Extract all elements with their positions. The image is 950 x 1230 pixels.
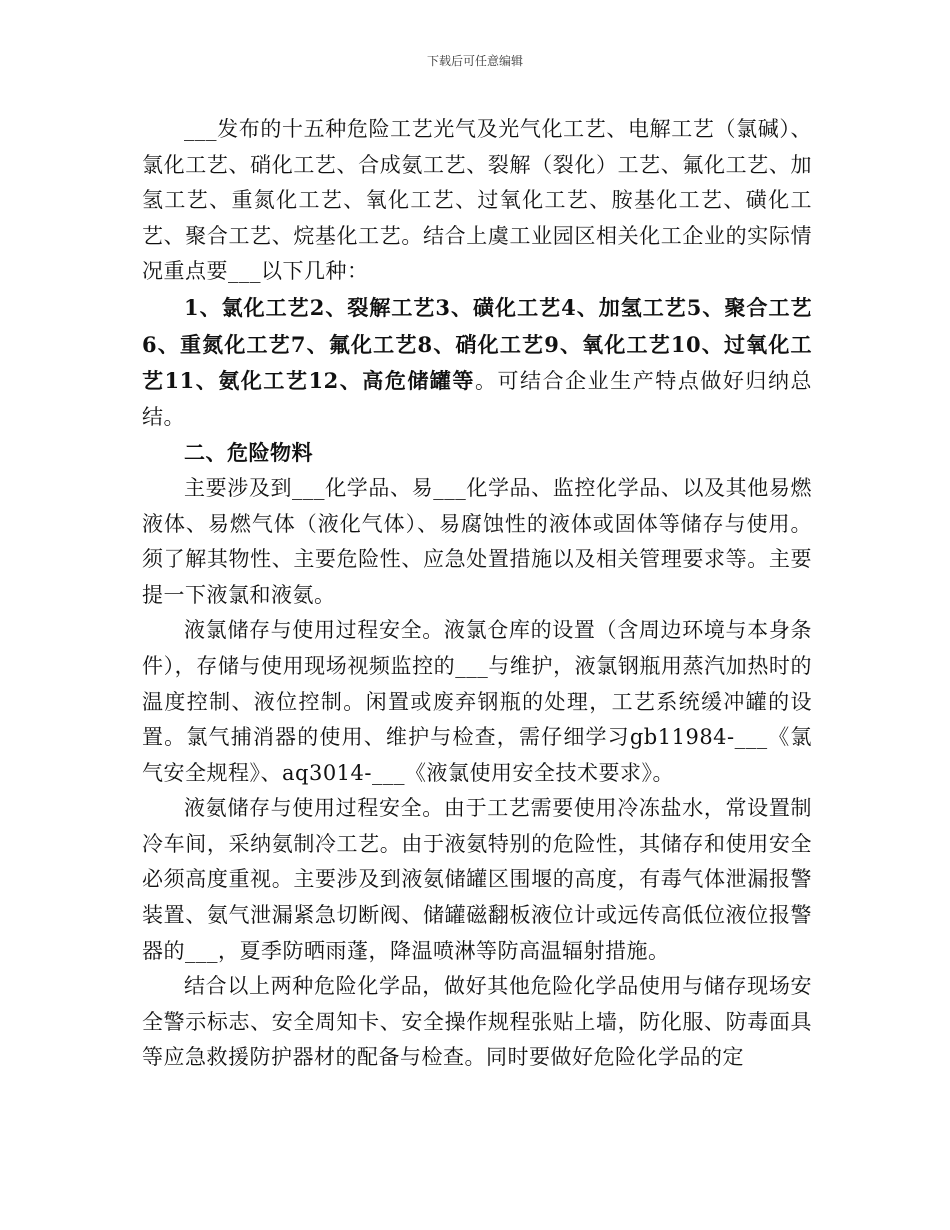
section-heading-hazardous-materials: 二、危险物料 xyxy=(184,440,313,466)
document-body xyxy=(142,112,812,1076)
paragraph-liquid-chlorine: 液氯储存与使用过程安全。液氯仓库的设置（含周边环境与本身条件），存储与使用现场视频监控的___与维护，液氯钢瓶用蒸汽加热时的温度控制、液位控制。闲置或废弃钢瓶的处理，工艺系统缓冲罐的设置。氯气捕消器的使用、维护与检查，需仔细学习gb11984-___《氯气安全规程》、aq3014-___《液氯使用安全技术要求》。 xyxy=(142,618,812,785)
page-header: 下载后可任意编辑 xyxy=(426,54,523,68)
paragraph-hazardous-processes: ___发布的十五种危险工艺光气及光气化工艺、电解工艺（氯碱）、氯化工艺、硝化工艺、合成氨工艺、裂解（裂化）工艺、氟化工艺、加氢工艺、重氮化工艺、氧化工艺、过氧化工艺、胺基化工艺、磺化工艺、聚合工艺、烷基化工艺。结合上虞工业园区相关化工企业的实际情况重点要___以下几种： xyxy=(142,117,812,284)
paragraph-other-chemicals: 结合以上两种危险化学品，做好其他危险化学品使用与储存现场安全警示标志、安全周知卡、安全操作规程张贴上墙，防化服、防毒面具等应急救援防护器材的配备与检查。同时要做好危险化学品的定 xyxy=(142,974,812,1070)
paragraph-materials-intro: 主要涉及到___化学品、易___化学品、监控化学品、以及其他易燃液体、易燃气体（液化气体）、易腐蚀性的液体或固体等储存与使用。须了解其物性、主要危险性、应急处置措施以及相关管理要求等。主要提一下液氯和液氨。 xyxy=(142,475,812,607)
paragraph-key-processes xyxy=(142,290,812,435)
paragraph-liquid-ammonia: 液氨储存与使用过程安全。由于工艺需要使用冷冻盐水，常设置制冷车间，采纳氨制冷工艺。由于液氨特别的危险性，其储存和使用安全必须高度重视。主要涉及到液氨储罐区围堰的高度，有毒气体泄漏报警装置、氨气泄漏紧急切断阀、储罐磁翻板液位计或远传高低位液位报警器的___，夏季防晒雨蓬，降温喷淋等防高温辐射措施。 xyxy=(142,796,812,963)
key-processes-list: 1、氯化工艺2、裂解工艺3、磺化工艺4、加氢工艺5、聚合工艺6、重氮化工艺7、氟化工艺8、硝化工艺9、氧化工艺10、过氧化工艺11、氨化工艺12、高危储罐等 xyxy=(142,294,812,394)
key-processes-note: 。可结合企业生产特点做好归纳总结。 xyxy=(142,369,813,429)
